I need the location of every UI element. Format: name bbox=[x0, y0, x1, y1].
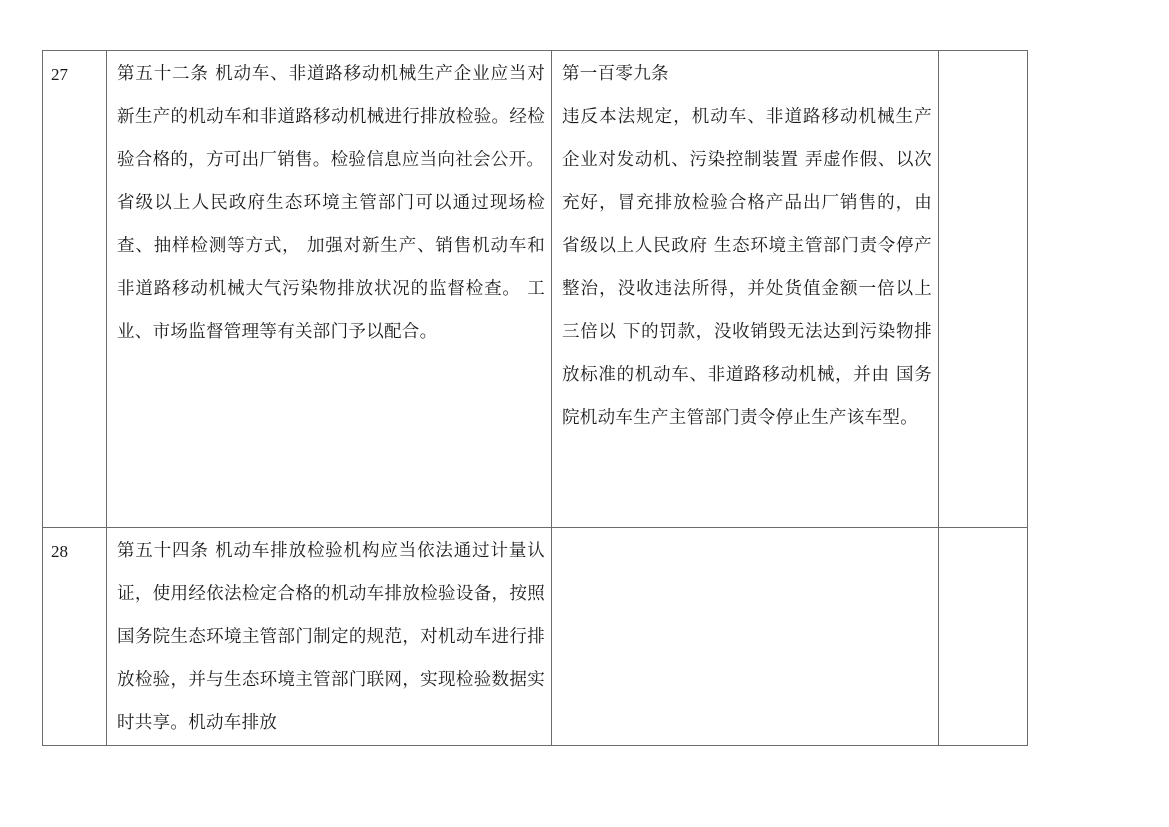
table-row bbox=[43, 528, 1028, 746]
penalty-article-title: 第一百零九条 bbox=[562, 64, 669, 84]
table-row bbox=[43, 51, 1028, 528]
penalty-article-cell bbox=[552, 528, 939, 746]
row-number-cell bbox=[43, 51, 107, 528]
law-article-cell bbox=[107, 528, 552, 746]
law-article-cell bbox=[107, 51, 552, 528]
penalty-article-cell bbox=[552, 51, 939, 528]
remarks-text bbox=[939, 528, 1027, 530]
remarks-cell bbox=[939, 528, 1028, 746]
law-article-paragraph: 省级以上人民政府生态环境主管部门可以通过现场检查、抽样检测等方式， 加强对新生产、销售机动车和非道路移动机械大气污染物排放状况的监督检查。 工业、市场监督管理等有关部门予以配合。 bbox=[117, 193, 545, 342]
row-number: 28 bbox=[51, 542, 68, 561]
penalty-article-paragraph: 违反本法规定，机动车、非道路移动机械生产企业对发动机、污染控制装置 弄虚作假、以次充好，冒充排放检验合格产品出厂销售的，由省级以上人民政府 生态环境主管部门责令停产整治，没收违法所得，并处货值金额一倍以上三倍以 下的罚款，没收销毁无法达到污染物排放标准的机动车、非道路移动机械，并由 国务院机动车生产主管部门责令停止生产该车型。 bbox=[562, 107, 932, 428]
regulation-table bbox=[42, 50, 1028, 746]
remarks-text bbox=[939, 51, 1027, 53]
remarks-cell bbox=[939, 51, 1028, 528]
law-article-paragraph: 第五十四条 机动车排放检验机构应当依法通过计量认证，使用经依法检定合格的机动车排放检验设备，按照国务院生态环境主管部门制定的规范，对机动车进行排放检验，并与生态环境主管部门联网，实现检验数据实时共享。机动车排放 bbox=[117, 541, 545, 733]
law-article-paragraph: 第五十二条 机动车、非道路移动机械生产企业应当对新生产的机动车和非道路移动机械进行排放检验。经检验合格的，方可出厂销售。检验信息应当向社会公开。 bbox=[117, 64, 545, 170]
row-number: 27 bbox=[51, 65, 68, 84]
row-number-cell bbox=[43, 528, 107, 746]
